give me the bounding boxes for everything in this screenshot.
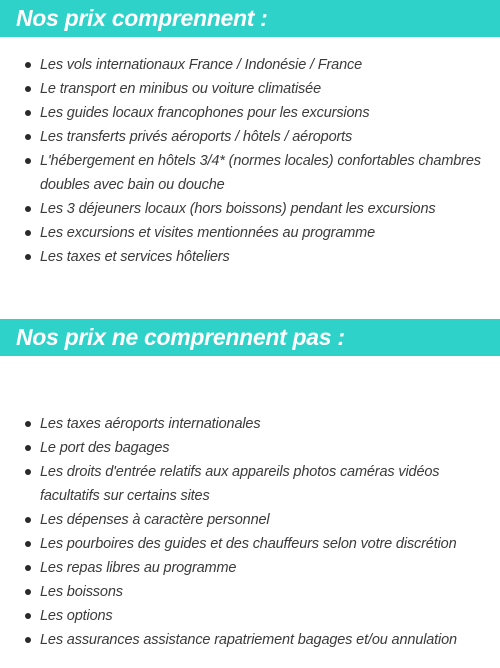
bullet-icon	[25, 86, 31, 92]
excluded-section-title: Nos prix ne comprennent pas :	[16, 324, 345, 350]
list-item-text: Le transport en minibus ou voiture climatisée	[40, 81, 321, 97]
list-item-text: Les excursions et visites mentionnées au programme	[40, 225, 376, 241]
list-item-text: Le port des bagages	[40, 440, 170, 456]
bullet-icon	[25, 541, 31, 547]
list-item	[0, 460, 500, 508]
bullet-icon	[25, 469, 31, 475]
list-item	[0, 53, 500, 77]
list-item	[0, 101, 500, 125]
list-item-text: Les guides locaux francophones pour les excursions	[40, 105, 370, 121]
list-item-text: Les droits d'entrée relatifs aux appareils photos caméras vidéos facultatifs sur certains sites	[40, 464, 440, 504]
bullet-icon	[25, 134, 31, 140]
bullet-icon	[25, 517, 31, 523]
list-item	[0, 508, 500, 532]
bullet-icon	[25, 158, 31, 164]
list-item	[0, 245, 500, 269]
list-item-text: Les assurances assistance rapatriement bagages et/ou annulation	[40, 632, 457, 648]
list-item-text: Les taxes et services hôteliers	[40, 249, 230, 265]
list-item	[0, 221, 500, 245]
bullet-icon	[25, 254, 31, 260]
list-item-text: Les repas libres au programme	[40, 560, 237, 576]
list-item-text: Les dépenses à caractère personnel	[40, 512, 270, 528]
list-item-text: L'hébergement en hôtels 3/4* (normes locales) confortables chambres doubles avec bain ou douche	[40, 153, 481, 193]
bullet-icon	[25, 565, 31, 571]
list-item	[0, 604, 500, 628]
list-item-text: Les boissons	[40, 584, 123, 600]
list-item	[0, 628, 500, 652]
list-item	[0, 149, 500, 197]
included-section-title: Nos prix comprennent :	[16, 5, 268, 31]
list-item	[0, 125, 500, 149]
excluded-section-header	[0, 319, 500, 356]
list-item	[0, 580, 500, 604]
excluded-list	[0, 412, 500, 652]
bullet-icon	[25, 62, 31, 68]
list-item	[0, 436, 500, 460]
bullet-icon	[25, 230, 31, 236]
bullet-icon	[25, 613, 31, 619]
list-item	[0, 412, 500, 436]
list-item	[0, 532, 500, 556]
list-item	[0, 197, 500, 221]
list-item-text: Les taxes aéroports internationales	[40, 416, 261, 432]
list-item-text: Les transferts privés aéroports / hôtels / aéroports	[40, 129, 353, 145]
list-item-text: Les pourboires des guides et des chauffeurs selon votre discrétion	[40, 536, 457, 552]
included-list	[0, 53, 500, 269]
bullet-icon	[25, 206, 31, 212]
list-item-text: Les 3 déjeuners locaux (hors boissons) pendant les excursions	[40, 201, 436, 217]
list-item-text: Les options	[40, 608, 113, 624]
bullet-icon	[25, 421, 31, 427]
bullet-icon	[25, 637, 31, 643]
bullet-icon	[25, 110, 31, 116]
list-item-text: Les vols internationaux France / Indonésie / France	[40, 57, 363, 73]
list-item	[0, 556, 500, 580]
included-section-header	[0, 0, 500, 37]
list-item	[0, 77, 500, 101]
bullet-icon	[25, 589, 31, 595]
bullet-icon	[25, 445, 31, 451]
